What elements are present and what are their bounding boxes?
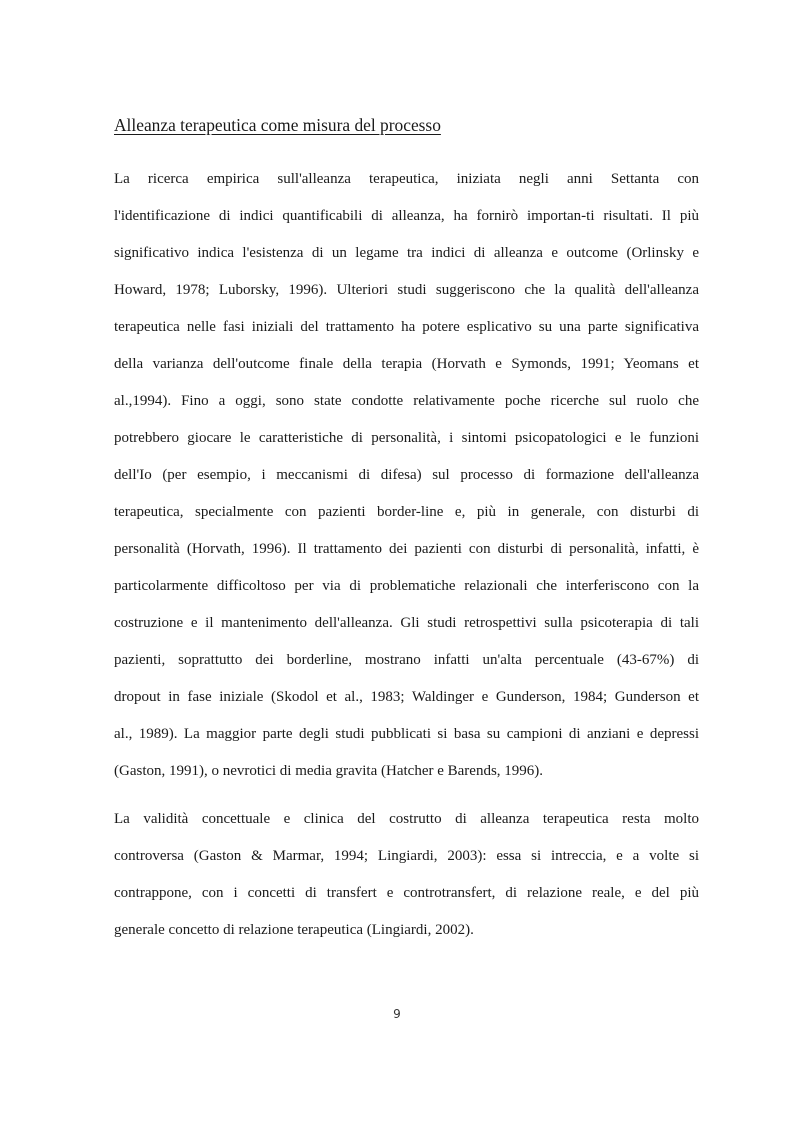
paragraph-line: potrebbero giocare le caratteristiche di personalità, i sintomi psicopatologici e le funzioni [114,430,699,446]
paragraph-line: La validità concettuale e clinica del costrutto di alleanza terapeutica resta molto [114,811,699,827]
paragraph-line: al., 1989). La maggior parte degli studi pubblicati si basa su campioni di anziani e depressi [114,726,699,742]
paragraph-line: terapeutica nelle fasi iniziali del trattamento ha potere esplicativo su una parte significativa [114,319,699,335]
paragraph-line: generale concetto di relazione terapeutica (Lingiardi, 2002). [114,922,474,938]
paragraph-line: terapeutica, specialmente con pazienti border-line e, più in generale, con disturbi di [114,504,699,520]
paragraph-line: dropout in fase iniziale (Skodol et al., 1983; Waldinger e Gunderson, 1984; Gunderson et [114,689,699,705]
paragraph-line: costruzione e il mantenimento dell'alleanza. Gli studi retrospettivi sulla psicoterapia di tali [114,615,699,631]
paragraph-2 [114,805,699,953]
paragraph-line: significativo indica l'esistenza di un legame tra indici di alleanza e outcome (Orlinsky e [114,245,699,261]
paragraph-line: (Gaston, 1991), o nevrotici di media gravita (Hatcher e Barends, 1996). [114,763,544,779]
paragraph-line: pazienti, soprattutto dei borderline, mostrano infatti un'alta percentuale (43-67%) di [114,652,699,668]
paragraph-line: contrappone, con i concetti di transfert e controtransfert, di relazione reale, e del più [114,885,699,901]
paragraph-line: dell'Io (per esempio, i meccanismi di difesa) sul processo di formazione dell'alleanza [114,467,699,483]
paragraph-line: particolarmente difficoltoso per via di problematiche relazionali che interferiscono con la [114,578,699,594]
paragraph-line: l'identificazione di indici quantificabili di alleanza, ha fornirò importan-ti risultati. Il più [114,208,699,224]
section-heading: Alleanza terapeutica come misura del processo [114,115,441,135]
paragraph-line: personalità (Horvath, 1996). Il trattamento dei pazienti con disturbi di personalità, infatti, è [114,541,699,557]
paragraph-line: La ricerca empirica sull'alleanza terapeutica, iniziata negli anni Settanta con [114,171,699,187]
paragraph-line: al.,1994). Fino a oggi, sono state condotte relativamente poche ricerche sul ruolo che [114,393,699,409]
paragraph-line: della varianza dell'outcome finale della terapia (Horvath e Symonds, 1991; Yeomans et [114,356,699,372]
paragraph-1 [114,165,699,794]
page-number: 9 [393,1007,401,1021]
paragraph-line: Howard, 1978; Luborsky, 1996). Ulteriori studi suggeriscono che la qualità dell'alleanza [114,282,699,298]
paragraph-line: controversa (Gaston & Marmar, 1994; Lingiardi, 2003): essa si intreccia, e a volte si [114,848,699,864]
